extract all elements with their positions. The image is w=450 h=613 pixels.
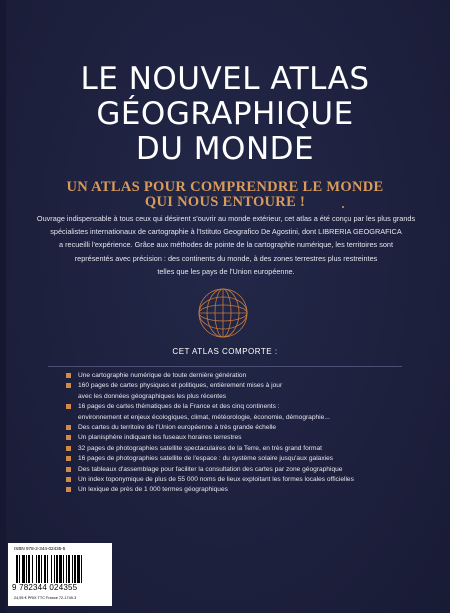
list-item (66, 423, 426, 433)
list-item-text: Un lexique de près de 1 000 termes géographiques (78, 486, 228, 494)
isbn-text: ISBN 978-2-344-02435-5 (14, 546, 66, 551)
list-item (66, 371, 426, 381)
barcode-label (8, 543, 112, 606)
list-item (66, 465, 426, 475)
square-bullet-icon (66, 373, 71, 378)
square-bullet-icon (66, 425, 71, 430)
features-list (66, 371, 426, 496)
intro-line: Ouvrage indispensable à tous ceux qui désirent s'ouvrir au monde extérieur, cet atlas a été conçu par les plus grands (36, 214, 416, 223)
intro-line: spécialistes internationaux de cartographie à l'Istituto Geografico De Agostini, dont LIBRERIA GEOGRAFICA (50, 227, 402, 237)
square-bullet-icon (66, 404, 71, 409)
globe-icon (197, 287, 249, 339)
square-bullet-icon (66, 435, 71, 440)
subtitle-line-2: QUI NOUS ENTOURE ! (144, 194, 306, 210)
list-item-text: 32 pages de photographies satellite spectaculaires de la Terre, en très grand format (78, 444, 322, 452)
divider (48, 366, 402, 367)
title-line-1: LE NOUVEL ATLAS (80, 61, 370, 97)
square-bullet-icon (66, 467, 71, 472)
square-bullet-icon (66, 487, 71, 492)
square-bullet-icon (66, 383, 71, 388)
price-text: 24,95 € PRIX TTC France 72-1749-3 (14, 596, 77, 600)
intro-line: représentés avec précision : des continents du monde, à des zones terrestres plus restreintes (74, 253, 378, 263)
list-item-text: Une cartographie numérique de toute dernière génération (78, 372, 247, 379)
square-bullet-icon (66, 446, 71, 451)
title-line-3: DU MONDE (135, 131, 315, 167)
list-item-text: Des cartes du territoire de l'Union européenne à très grande échelle (78, 424, 277, 432)
list-item-text: Un planisphère indiquant les fuseaux horaires terrestres (78, 434, 242, 442)
barcode-number: 9 782344 024355 (12, 583, 78, 592)
list-item (66, 454, 426, 464)
list-item-text: 160 pages de cartes physiques et politiques, entièrement mises à jour (78, 382, 283, 390)
list-item (66, 444, 426, 454)
list-item-text: environnement et enjeux écologiques, climat, météorologie, économie, démographie... (78, 413, 330, 421)
square-bullet-icon (66, 477, 71, 482)
intro-line: telles que les pays de l'Union européenne. (157, 266, 295, 276)
list-item (66, 402, 426, 423)
title-line-2: GÉOGRAPHIQUE (96, 96, 354, 132)
list-item-text: 16 pages de cartes thématiques de la France et des cinq continents : (78, 403, 280, 411)
barcode-icon (16, 555, 104, 583)
intro-line: a recueilli l'expérience. Grâce aux méthodes de pointe de la cartographie numérique, les territoires sont (59, 240, 393, 250)
subtitle-line-1: UN ATLAS POUR COMPRENDRE LE MONDE (66, 179, 384, 195)
accent-dot (342, 206, 344, 208)
list-item (66, 475, 426, 485)
list-item-text: 16 pages de photographies satellite de l'espace : du système solaire jusqu'aux galaxies (78, 455, 334, 463)
list-item-text: avec les données géographiques les plus récentes (78, 392, 227, 400)
list-item (66, 433, 426, 443)
intro-paragraph (22, 212, 430, 278)
list-item-text: Des tableaux d'assemblage pour faciliter la consultation des cartes par zone géographique (78, 465, 343, 473)
square-bullet-icon (66, 456, 71, 461)
section-title: CET ATLAS COMPORTE : (172, 347, 278, 356)
list-item (66, 485, 426, 495)
list-item (66, 381, 426, 402)
list-item-text: Un index toponymique de plus de 55 000 noms de lieux exploitant les formes locales officielles (78, 476, 354, 484)
